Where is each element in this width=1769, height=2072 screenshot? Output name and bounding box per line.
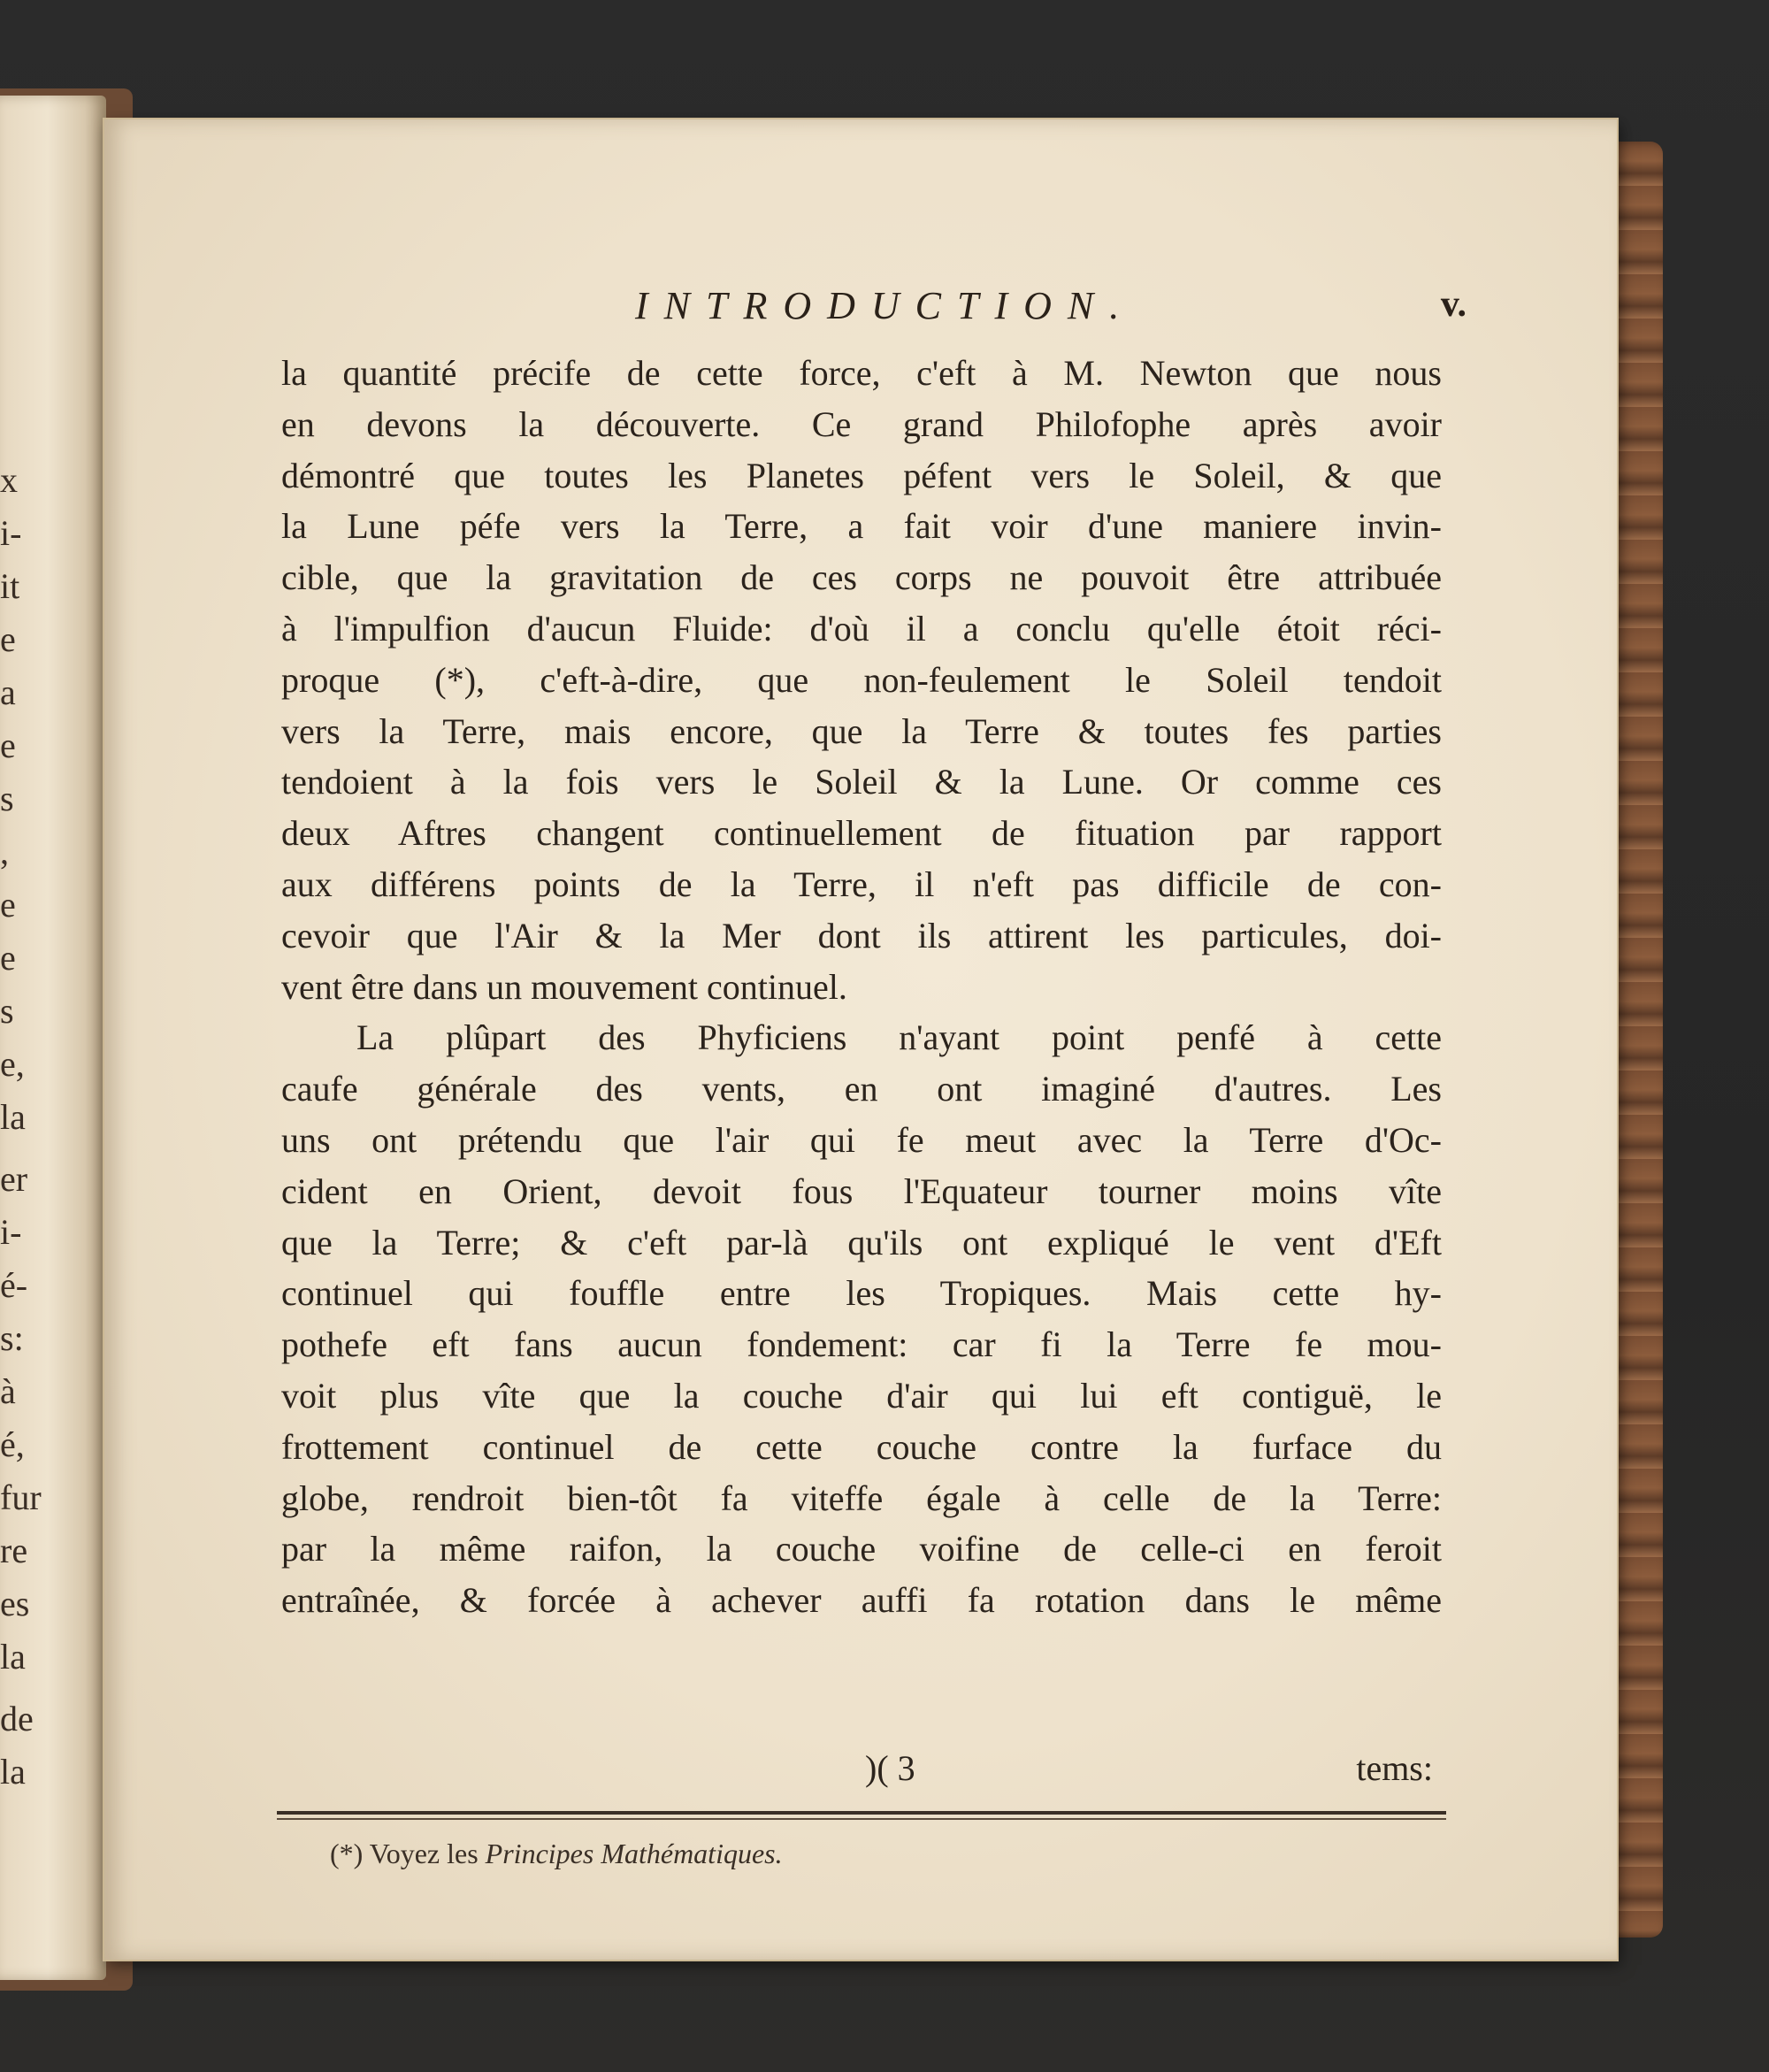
left-page-fragment: i-	[0, 513, 22, 553]
text-line: cible, que la gravitation de ces corps ne pouvoit être attribuée	[281, 557, 1442, 598]
left-page-fragment: la	[0, 1752, 26, 1792]
left-page-fragment: it	[0, 566, 20, 606]
text-line: la quantité précife de cette force, c'eft à M. Newton que nous	[281, 353, 1442, 393]
footnote-italic-title: Principes Mathématiques.	[485, 1838, 783, 1869]
left-page-fragment: x	[0, 460, 18, 500]
text-line: globe, rendroit bien-tôt fa viteffe égale à celle de la Terre:	[281, 1477, 1442, 1518]
text-line: cident en Orient, devoit fous l'Equateur tourner moins vîte	[281, 1170, 1442, 1211]
left-page-fragment: e,	[0, 1044, 25, 1084]
text-line: vent être dans un mouvement continuel.	[281, 966, 847, 1007]
text-line: proque (*), c'eft-à-dire, que non-feulement le Soleil tendoit	[281, 659, 1442, 700]
text-line: à l'impulfion d'aucun Fluide: d'où il a conclu qu'elle étoit réci-	[281, 608, 1442, 648]
footnote-rule	[277, 1811, 1446, 1815]
signature-mark: )( 3	[865, 1748, 915, 1788]
text-line: tendoient à la fois vers le Soleil & la Lune. Or comme ces	[281, 762, 1442, 802]
left-page-fragment: es	[0, 1584, 30, 1623]
text-line: La plûpart des Phyficiens n'ayant point penfé à cette	[356, 1017, 1442, 1058]
left-page-fragment: s:	[0, 1318, 24, 1358]
text-line: en devons la découverte. Ce grand Philofophe après avoir	[281, 403, 1442, 444]
text-line: entraînée, & forcée à achever auffi fa rotation dans le même	[281, 1580, 1442, 1621]
left-page-fragment: s	[0, 991, 14, 1031]
footnote	[330, 1838, 783, 1870]
text-line: frottement continuel de cette couche contre la furface du	[281, 1426, 1442, 1467]
text-line: pothefe eft fans aucun fondement: car fi la Terre fe mou-	[281, 1324, 1442, 1365]
left-page-fragment: i-	[0, 1212, 22, 1252]
text-line: voit plus vîte que la couche d'air qui lui eft contiguë, le	[281, 1375, 1442, 1416]
text-line: par la même raifon, la couche voifine de celle-ci en feroit	[281, 1529, 1442, 1569]
text-line: deux Aftres changent continuellement de fituation par rapport	[281, 813, 1442, 854]
text-line: démontré que toutes les Planetes péfent vers le Soleil, & que	[281, 455, 1442, 495]
text-line: continuel qui fouffle entre les Tropiques. Mais cette hy-	[281, 1273, 1442, 1314]
text-line: cevoir que l'Air & la Mer dont ils attirent les particules, doi-	[281, 915, 1442, 955]
left-page-fragment: e	[0, 725, 16, 765]
book-page	[104, 119, 1617, 1960]
left-page-edge	[0, 96, 106, 1980]
footnote-rule-thin	[277, 1818, 1446, 1820]
left-page-fragment: la	[0, 1097, 26, 1137]
left-page-fragment: s	[0, 779, 14, 818]
left-page-fragment: de	[0, 1699, 34, 1738]
left-page-fragment: a	[0, 672, 16, 712]
left-page-fragment: e	[0, 938, 16, 978]
running-head	[529, 283, 1467, 345]
left-page-fragment: re	[0, 1531, 28, 1570]
left-page-fragment: é,	[0, 1424, 25, 1464]
left-page-fragment: la	[0, 1637, 26, 1677]
page-number: v.	[1440, 284, 1467, 325]
footnote-marker: (*) Voyez les	[330, 1838, 479, 1869]
text-line: aux différens points de la Terre, il n'eft pas difficile de con-	[281, 863, 1442, 904]
left-page-fragment: à	[0, 1371, 16, 1411]
text-line: que la Terre; & c'eft par-là qu'ils ont expliqué le vent d'Eft	[281, 1222, 1442, 1262]
left-page-fragment: er	[0, 1159, 28, 1199]
text-line: la Lune péfe vers la Terre, a fait voir d'une maniere invin-	[281, 506, 1442, 547]
left-page-fragment: ,	[0, 832, 9, 871]
left-page-fragment: e	[0, 885, 16, 925]
left-page-text-fragments	[0, 454, 42, 1799]
catchword: tems:	[1356, 1748, 1433, 1788]
text-line: uns ont prétendu que l'air qui fe meut avec la Terre d'Oc-	[281, 1119, 1442, 1160]
running-head-title: INTRODUCTION.	[635, 284, 1136, 327]
left-page-fragment: fur	[0, 1477, 42, 1517]
left-page-fragment: é-	[0, 1265, 28, 1305]
page-foot	[281, 1747, 1442, 1800]
body-text	[281, 348, 1442, 1626]
text-line: caufe générale des vents, en ont imaginé d'autres. Les	[281, 1069, 1442, 1109]
text-line: vers la Terre, mais encore, que la Terre & toutes fes parties	[281, 710, 1442, 751]
left-page-fragment: e	[0, 619, 16, 659]
